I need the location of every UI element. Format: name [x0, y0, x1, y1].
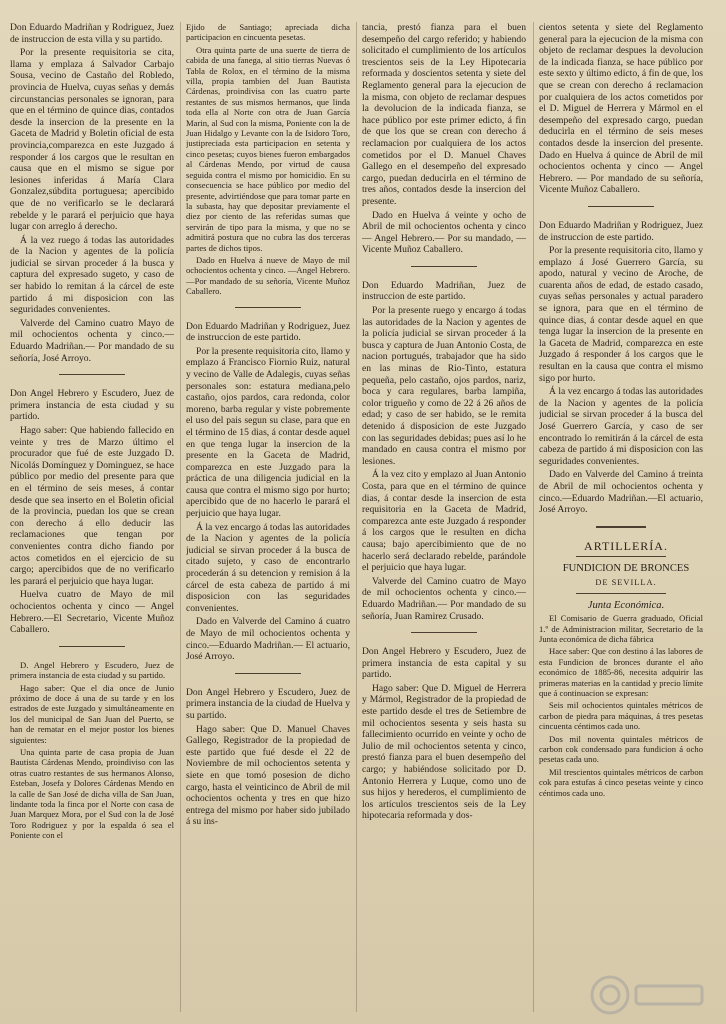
article-paragraph: Don Angel Hebrero y Escudero, Juez de primera instancia de esta capital y su partido. — [362, 646, 526, 681]
section-location: DE SEVILLA. — [595, 577, 657, 587]
section-title: ARTILLERÍA. — [584, 538, 668, 553]
article-paragraph: Dado en Valverde del Camino á cuatro de Mayo de mil ochocientos ochenta y cinco.—Eduardo Madriñan.— El actuario, José Arroyo. — [186, 616, 350, 663]
article-paragraph: Dado en Huelva á nueve de Mayo de mil ochocientos ochenta y cinco. —Angel Hebrero.—Por mandado de su señoría, Vicente Muñoz Caballero. — [186, 254, 350, 297]
article-paragraph: Hago saber: Que habiendo fallecido en veinte y tres de Marzo último el procurador que fué de este Juzgado D. Nicolás Domínguez y Dominguez, se hace público por medio del presente para que en el término de seis meses, á contar desde que sea inserto en el Boletin oficial de la provincia, puedan los que se crean con derecho á ello deducir las reclamaciones que tengan por convenientes contra dicho fiando por actos cometidos en el ejercicio de su cargo; apercibidos que de no verificarlo les parará el perjuicio que haya lugar. — [10, 425, 174, 587]
article-paragraph: Hace saber: Que con destino á las labores de esta Fundicion de bronces durante el año económico de 1885-86, necesita adquirir las primeras materias en la cantidad y precio límite que á continuacion se expresan: — [539, 646, 703, 698]
column-3 — [362, 22, 526, 1012]
article-paragraph: Dos mil noventa quintales métricos de carbon cok condensado para fundicion á ocho pesetas cada uno. — [539, 733, 703, 765]
section-separator — [596, 526, 645, 529]
heading-rule — [576, 593, 666, 594]
article-paragraph: Mil trescientos quintales métricos de carbon cok para estufas á cinco pesetas veinte y cinco céntimos cada uno. — [539, 766, 703, 798]
article-paragraph: Dado en Valverde del Camino á treinta de Abril de mil ochocientos ochenta y cinco.—Eduardo Madriñan.—El actuario, José Arroyo. — [539, 469, 703, 516]
article-paragraph: Don Eduardo Madriñan y Rodriguez, Juez de instruccion de este partido. — [186, 320, 350, 344]
section-separator — [411, 266, 477, 268]
article-paragraph: Seis mil ochocientos quintales métricos de carbon de piedra para máquinas, á tres pesetas cincuenta céntimos cada uno. — [539, 700, 703, 732]
section-separator — [235, 673, 301, 675]
article-paragraph: cientos setenta y siete del Reglamento general para la ejecucion de la misma con objeto de reclamar despues la devolucion de la indicada fianza, se hace público por este sexto y último edicto, á fin de que, los que se crean con derecho á reclamacion por cualquiera de los actos cometidos por el D. Miguel de Herrera y Mármol en el desempeño del expresado cargo, puedan deducirla en el término de seis meses contados desde la insercion del presente. Dado en Huelva á quince de Abril de mil ochocientos ochenta y cinco — Angel Hebrero. — Por mandado de su señoría, Vicente Muñoz Caballero. — [539, 22, 703, 196]
article-paragraph: Don Eduardo Madriñan y Rodriguez, Juez de instruccion de esta villa y su partido. — [10, 22, 174, 45]
article-paragraph: Don Eduardo Madriñan, Juez de instruccion de este partido. — [362, 279, 526, 303]
section-separator — [59, 646, 125, 648]
article-paragraph: Por la presente requisitoria cito, llamo y emplazo á Francisco Fiornio Ruiz, natural y vecino de Valle de Adalegis, cuyas señas personales son: estatura mediana,pelo castaño, ojos pardos, cara redonda, color moreno, barba regular y viste pobremente el uso del pais segun su clase, para que en el término de 15 dias, á contar desde aquel en que tenga lugar la insercion de la presente en la Gaceta de Madrid, comparezca en este Juzgado para la práctica de una diligencia judicial en la causa que contra el mismo sigo por hurto; apercibido que de no hacerlo le parará el perjuicio que haya lugar. — [186, 345, 350, 520]
article-paragraph: Á la vez encargo á todas las autoridades de la Nacion y agentes de la policía judicial se sirvan proceder á la busca del José Guerrero García, y caso de ser encontrado lo remitirán á la cárcel de esta cabeza de partido á mi disposicion con las seguridades convenientes. — [539, 386, 703, 467]
article-paragraph: Otra quinta parte de una suerte de tierra de cabida de una fanega, al sitio tierras Nuevas ó Tabla de Rolox, en el término de la misma villa, propia tambien del Juan Bautista Cárdenas, proindivisa con las cuatro parte restantes de sus mismos hermanos, que linda toda ella al Norte con otra de Juan García Marin, al Sud con la misma, Poniente con la de Juan Hidalgo y Levante con la de Isidoro Toro, justipreciada esta participacion en setenta y cinco pesetas; cuyos bienes fueron embargados al Cárdenas Mendo, por virtud de causa seguida contra el mismo por homicidio. En su consecuencia se hace público por medio del presente, advirtiéndose que para tomar parte en la subasta, hay que depositar previamente el diez por ciento de las referidas sumas que servirán de tipo para la misma, y que no se admitirá postura que no cubra las dos terceras partes de dichos tipos. — [186, 44, 350, 253]
heading-rule — [576, 556, 666, 557]
article-paragraph: D. Angel Hebrero y Escudero, Juez de primera instancia de esta ciudad y su partido. — [10, 659, 174, 681]
article-paragraph: Hago saber: Que D. Miguel de Herrera y Mármol, Registrador de la propiedad de este partido desde el tres de Setiembre de mil ochocientos sesenta y seis hasta su fallecimiento ocurrido en veinte y ocho de Julio de mil ochocientos setenta y cinco, prestó fianza para el buen desempeño del cargo; y habiéndose solicitado por D. Antonio Herrera y Luque, como uno de sus hijos y herederos, el cumplimiento de los artículos trescientos seis de la Ley hipotecaria reformada y dos- — [362, 682, 526, 822]
article-paragraph: Valverde del Camino cuatro de Mayo de mil ochocientos ochenta y cinco.—Eduardo Madriñan.— Por mandado de su señoría, Juan Ramirez Crusado. — [362, 575, 526, 622]
section-separator — [588, 206, 654, 208]
article-paragraph: El Comisario de Guerra graduado, Oficial 1.º de Administracion militar, Secretario de la Junta económica de dicha fábrica — [539, 613, 703, 644]
article-paragraph: Por la presente requisitoria se cita, llama y emplaza á Salvador Carbajo Sousa, vecino de Castaño del Robledo, provincia de Huelva, cuyas señas y demás circunstancias personales se ignoran, para que en el término de quince dias, contados desde la insercion de la presente en la Gaceta de Madrid y Boletin oficial de esta provincia,comparezca en este Juzgado á responder á los cargos que le resultan en causa que en el mismo se sigue por lesiones inferidas á María Clara Gonzalez,súbdita portuguesa; apercibido que de no verificarlo se le declarará rebelde y le parará el perjuicio que haya lugar con arreglo á derecho. — [10, 47, 174, 233]
section-separator — [59, 374, 125, 376]
article-paragraph: Hago saber: Que D. Manuel Chaves Gallego, Registrador de la propiedad de este partido que fué desde el 22 de Noviembre de mil ochocientos setenta y siete en que tomó posesion de dicho cargo, hasta el veinticinco de Abril de mil ochocientos ochenta y tres en que hizo entrega del mismo por haber sido jubilado á su ins- — [186, 723, 350, 828]
article-paragraph: Á la vez ruego á todas las autoridades de la Nacion y agentes de la policía judicial se sirvan proceder á la busca y captura del expresado sugeto, y caso de ser habido lo remitan á la cárcel de este partido á mi disposicion con las seguridades convenientes. — [10, 234, 174, 316]
watermark-logo-icon — [588, 972, 708, 1018]
article-paragraph: Dado en Huelva á veinte y ocho de Abril de mil ochocientos ochenta y cinco — Angel Hebrero.— Por su mandado, — Vicente Muñoz Caballero. — [362, 209, 526, 256]
column-rule — [180, 22, 181, 1012]
article-paragraph: Huelva cuatro de Mayo de mil ochocientos ochenta y cinco — Angel Hebrero.—El Secretario, Vicente Muñoz Caballero. — [10, 589, 174, 636]
article-paragraph: Á la vez cito y emplazo al Juan Antonio Costa, para que en el término de quince dias, á contar desde la insercion de esta requisitoria en la Gaceta de Madrid, comparezca ante este Juzgado á responder á los cargos que le resulten en dicha causa; bajo apercibimiento que de no hacerlo será declarado rebelde, parándole el perjuicio que haya lugar. — [362, 469, 526, 574]
article-paragraph: Valverde del Camino cuatro Mayo de mil ochocientos ochenta y cinco.—Eduardo Madriñan.— Por mandado de su señoría, José Arroyo. — [10, 317, 174, 364]
article-paragraph: Por la presente ruego y encargo á todas las autoridades de la Nacion y agentes de la policía judicial se sirvan proceder á la busca y captura de Juan Antonio Costa, de nacion portugués, trabajador que ha sido en las minas de Rio-Tinto, estatura pequeña, pelo castaño, ojos pardos, nariz, boca y cara regulares, barba lampiña, color trigueño y como de 22 á 26 años de edad; y caso de ser habido, se le remita detenido á disposicion de este Juzgado con las seguridades debidas; pues así lo he mandado en causa contra el mismo por lesiones. — [362, 305, 526, 467]
article-paragraph: Don Eduardo Madriñan y Rodriguez, Juez de instruccion de este partido. — [539, 219, 703, 243]
column-rule — [356, 22, 357, 1012]
section-separator — [235, 307, 301, 309]
column-rule — [533, 22, 534, 1012]
article-paragraph: Por la presente requisitoria cito, llamo y emplazo á José Guerrero García, su apodo, natural y vecino de Aroche, de cuarenta años de edad, de estado casado, cuyas señas personales y actual paradero se ignora, para que en el término de quince dias, á contar desde aquel en que tenga lugar la insercion de la presente en la Gaceta de Madrid, comparezca en este Juzgado á responder á los cargos que le resultan en la causa que contra el mismo sigo por hurto. — [539, 245, 703, 384]
article-paragraph: Don Angel Hebrero y Escudero, Juez de primera instancia de esta ciudad y su partido. — [10, 388, 174, 423]
article-paragraph: Hago saber: Que el dia once de Junio próximo de doce á una de su tarde y en los estrados de este Juzgado y simultáneamente en los del municipal de San Juan del Puerto, se han de rematar en el mejor postor los bienes siguientes: — [10, 682, 174, 745]
article-paragraph: tancia, prestó fianza para el buen desempeño del cargo referido; y habiendo solicitado el cumplimiento de los artículos trescientos seis de la Ley Hipotecaria reformada y doscientos setenta y siete del Reglamento general para la ejecucion de la misma, con objeto de reclamar despues la devolucion de la indicada fianza, se hace público por este primer edicto, á fin de que los que se crean con derecho á reclamacion por cualquiera de los actos cometidos por el D. Manuel Chaves Gallego en el desempeño del expresado cargo, puedan deducirla en el término de tres años, contados desde la insercion del presente. — [362, 22, 526, 207]
section-subtitle: FUNDICION DE BRONCES — [562, 563, 690, 575]
article-paragraph: Una quinta parte de casa propia de Juan Bautista Cárdenas Mendo, proindiviso con las otras cuatro restantes de sus hermanos Alonso, Esteban, Josefa y Dolores Cárdenas Mendo en la calle de San José de dicha villa de San Juan, lindante toda la finca por el Norte con casa de Juan Marquez Mora, por el Sud con la de José Toro Rodriguez y por la espalda ó sea el Poniente con el — [10, 746, 174, 841]
article-paragraph: Á la vez encargo á todas las autoridades de la Nacion y agentes de la policía judicial se sirvan proceder á la busca de citado sujeto, y caso de encontrarlo procederán á su detencion y remision á la cárcel de esta cabeza de partido á mi disposicion con las seguridades convenientes. — [186, 521, 350, 614]
column-4 — [539, 22, 703, 1012]
article-paragraph: Ejido de Santiago; apreciada dicha participacion en cincuenta pesetas. — [186, 22, 350, 43]
section-separator — [411, 632, 477, 634]
article-paragraph: Don Angel Hebrero y Escudero, Juez de primera instancia de la ciudad de Huelva y su partido. — [186, 686, 350, 721]
column-2 — [186, 22, 350, 1012]
section-body-name: Junta Económica. — [587, 599, 665, 611]
column-1 — [10, 22, 174, 1012]
